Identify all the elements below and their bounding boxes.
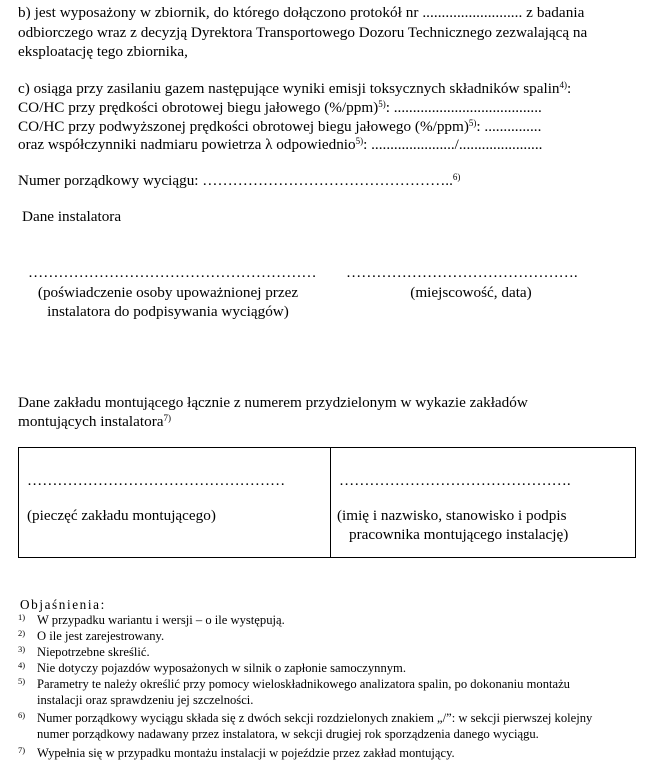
footnote-ref: 5) bbox=[378, 99, 386, 109]
footnote-text: Parametry te należy określić przy pomocy wieloskładnikowego analizatora spalin, po dokonaniu montażu bbox=[37, 677, 570, 691]
footnote-number: 1) bbox=[18, 612, 26, 622]
section-c-line-2 bbox=[18, 99, 542, 117]
employee-signature-caption-2: pracownika montującego instalację) bbox=[349, 526, 569, 543]
footnote-text: Numer porządkowy wyciągu składa się z dwóch sekcji rozdzielonych znakiem „/”: w sekcji pierwszej kolejny bbox=[37, 711, 593, 725]
workshop-stamp-caption: (pieczęć zakładu montującego) bbox=[27, 507, 216, 524]
installer-signature-caption-1: (poświadczenie osoby upoważnionej przez bbox=[37, 284, 299, 301]
footnote-ref: 6) bbox=[452, 172, 461, 182]
footnote-ref: 5) bbox=[355, 136, 364, 146]
section-b-line-3: eksploatację tego zbiornika, bbox=[18, 43, 188, 60]
section-c-line-4 bbox=[18, 136, 542, 154]
section-c-line-1-end: : bbox=[567, 80, 572, 97]
footnote-ref: 5) bbox=[468, 118, 477, 128]
installer-heading: Dane instalatora bbox=[22, 208, 122, 225]
table-divider bbox=[330, 448, 331, 557]
section-c-line-1-text: c) osiąga przy zasilaniu gazem następujące wyniki emisji toksycznych składników spalin bbox=[18, 80, 560, 97]
footnote-number: 4) bbox=[18, 660, 26, 670]
footnote-number: 2) bbox=[18, 628, 26, 638]
section-b-line-1: b) jest wyposażony w zbiornik, do którego dołączono protokół nr .......................... z badania bbox=[18, 4, 585, 21]
workshop-stamp-dots: …………………………………………… bbox=[27, 472, 286, 489]
footnote-text: Nie dotyczy pojazdów wyposażonych w silnik o zapłonie samoczynnym. bbox=[37, 661, 406, 675]
extract-number-label: Numer porządkowy wyciągu: ………………………………………….. bbox=[18, 172, 453, 189]
workshop-heading-2 bbox=[18, 413, 171, 431]
footnote-ref: 7) bbox=[163, 413, 171, 423]
installer-signature-dots: ………………………………………………… bbox=[28, 264, 317, 281]
footnote-text: instalacji oraz sprawdzeniu jej szczelności. bbox=[37, 693, 254, 707]
installer-signature-caption-2: instalatora do podpisywania wyciągów) bbox=[47, 303, 289, 320]
place-date-caption: (miejscowość, data) bbox=[410, 284, 532, 301]
section-c-line-2-text: CO/HC przy prędkości obrotowej biegu jałowego (%/ppm) bbox=[18, 99, 379, 116]
section-c-line-4-end: : ....................../...................... bbox=[363, 136, 543, 153]
workshop-heading-1: Dane zakładu montującego łącznie z numerem przydzielonym w wykazie zakładów bbox=[18, 394, 528, 411]
employee-signature-dots: ………………………………………. bbox=[339, 472, 571, 489]
footnote-number: 7) bbox=[18, 745, 26, 755]
section-c-line-3 bbox=[18, 118, 541, 136]
section-c-line-3-text: CO/HC przy podwyższonej prędkości obrotowej biegu jałowego (%/ppm) bbox=[18, 118, 469, 135]
footnote-ref: 4) bbox=[559, 80, 568, 90]
extract-number-field bbox=[18, 172, 460, 190]
footnote-number: 3) bbox=[18, 644, 26, 654]
footnote-number: 6) bbox=[18, 710, 26, 720]
footnote-text: Wypełnia się w przypadku montażu instalacji w pojeździe przez zakład montujący. bbox=[37, 746, 455, 760]
footnote-text: W przypadku wariantu i wersji – o ile występują. bbox=[37, 613, 285, 627]
workshop-heading-2-text: montujących instalatora bbox=[18, 413, 164, 430]
section-b-line-2: odbiorczego wraz z decyzją Dyrektora Transportowego Dozoru Technicznego zezwalającą na bbox=[18, 24, 588, 41]
explanations-heading: Objaśnienia: bbox=[20, 597, 106, 612]
place-date-dots: ………………………………………. bbox=[346, 264, 578, 281]
section-c-line-1 bbox=[18, 80, 571, 98]
footnote-text: O ile jest zarejestrowany. bbox=[37, 629, 165, 643]
workshop-stamp-table bbox=[18, 447, 636, 558]
footnote-text: numer porządkowy nadawany przez instalatora, w sekcji drugiej rok sporządzenia danego wyciągu. bbox=[37, 727, 539, 741]
footnote-number: 5) bbox=[18, 676, 26, 686]
section-c-line-4-text: oraz współczynniki nadmiaru powietrza λ odpowiednio bbox=[18, 136, 356, 153]
footnote-text: Niepotrzebne skreślić. bbox=[37, 645, 150, 659]
section-c-line-3-end: : ............... bbox=[476, 118, 542, 135]
employee-signature-caption-1: (imię i nazwisko, stanowisko i podpis bbox=[337, 507, 567, 524]
section-c-line-2-end: : ....................................... bbox=[385, 99, 542, 116]
